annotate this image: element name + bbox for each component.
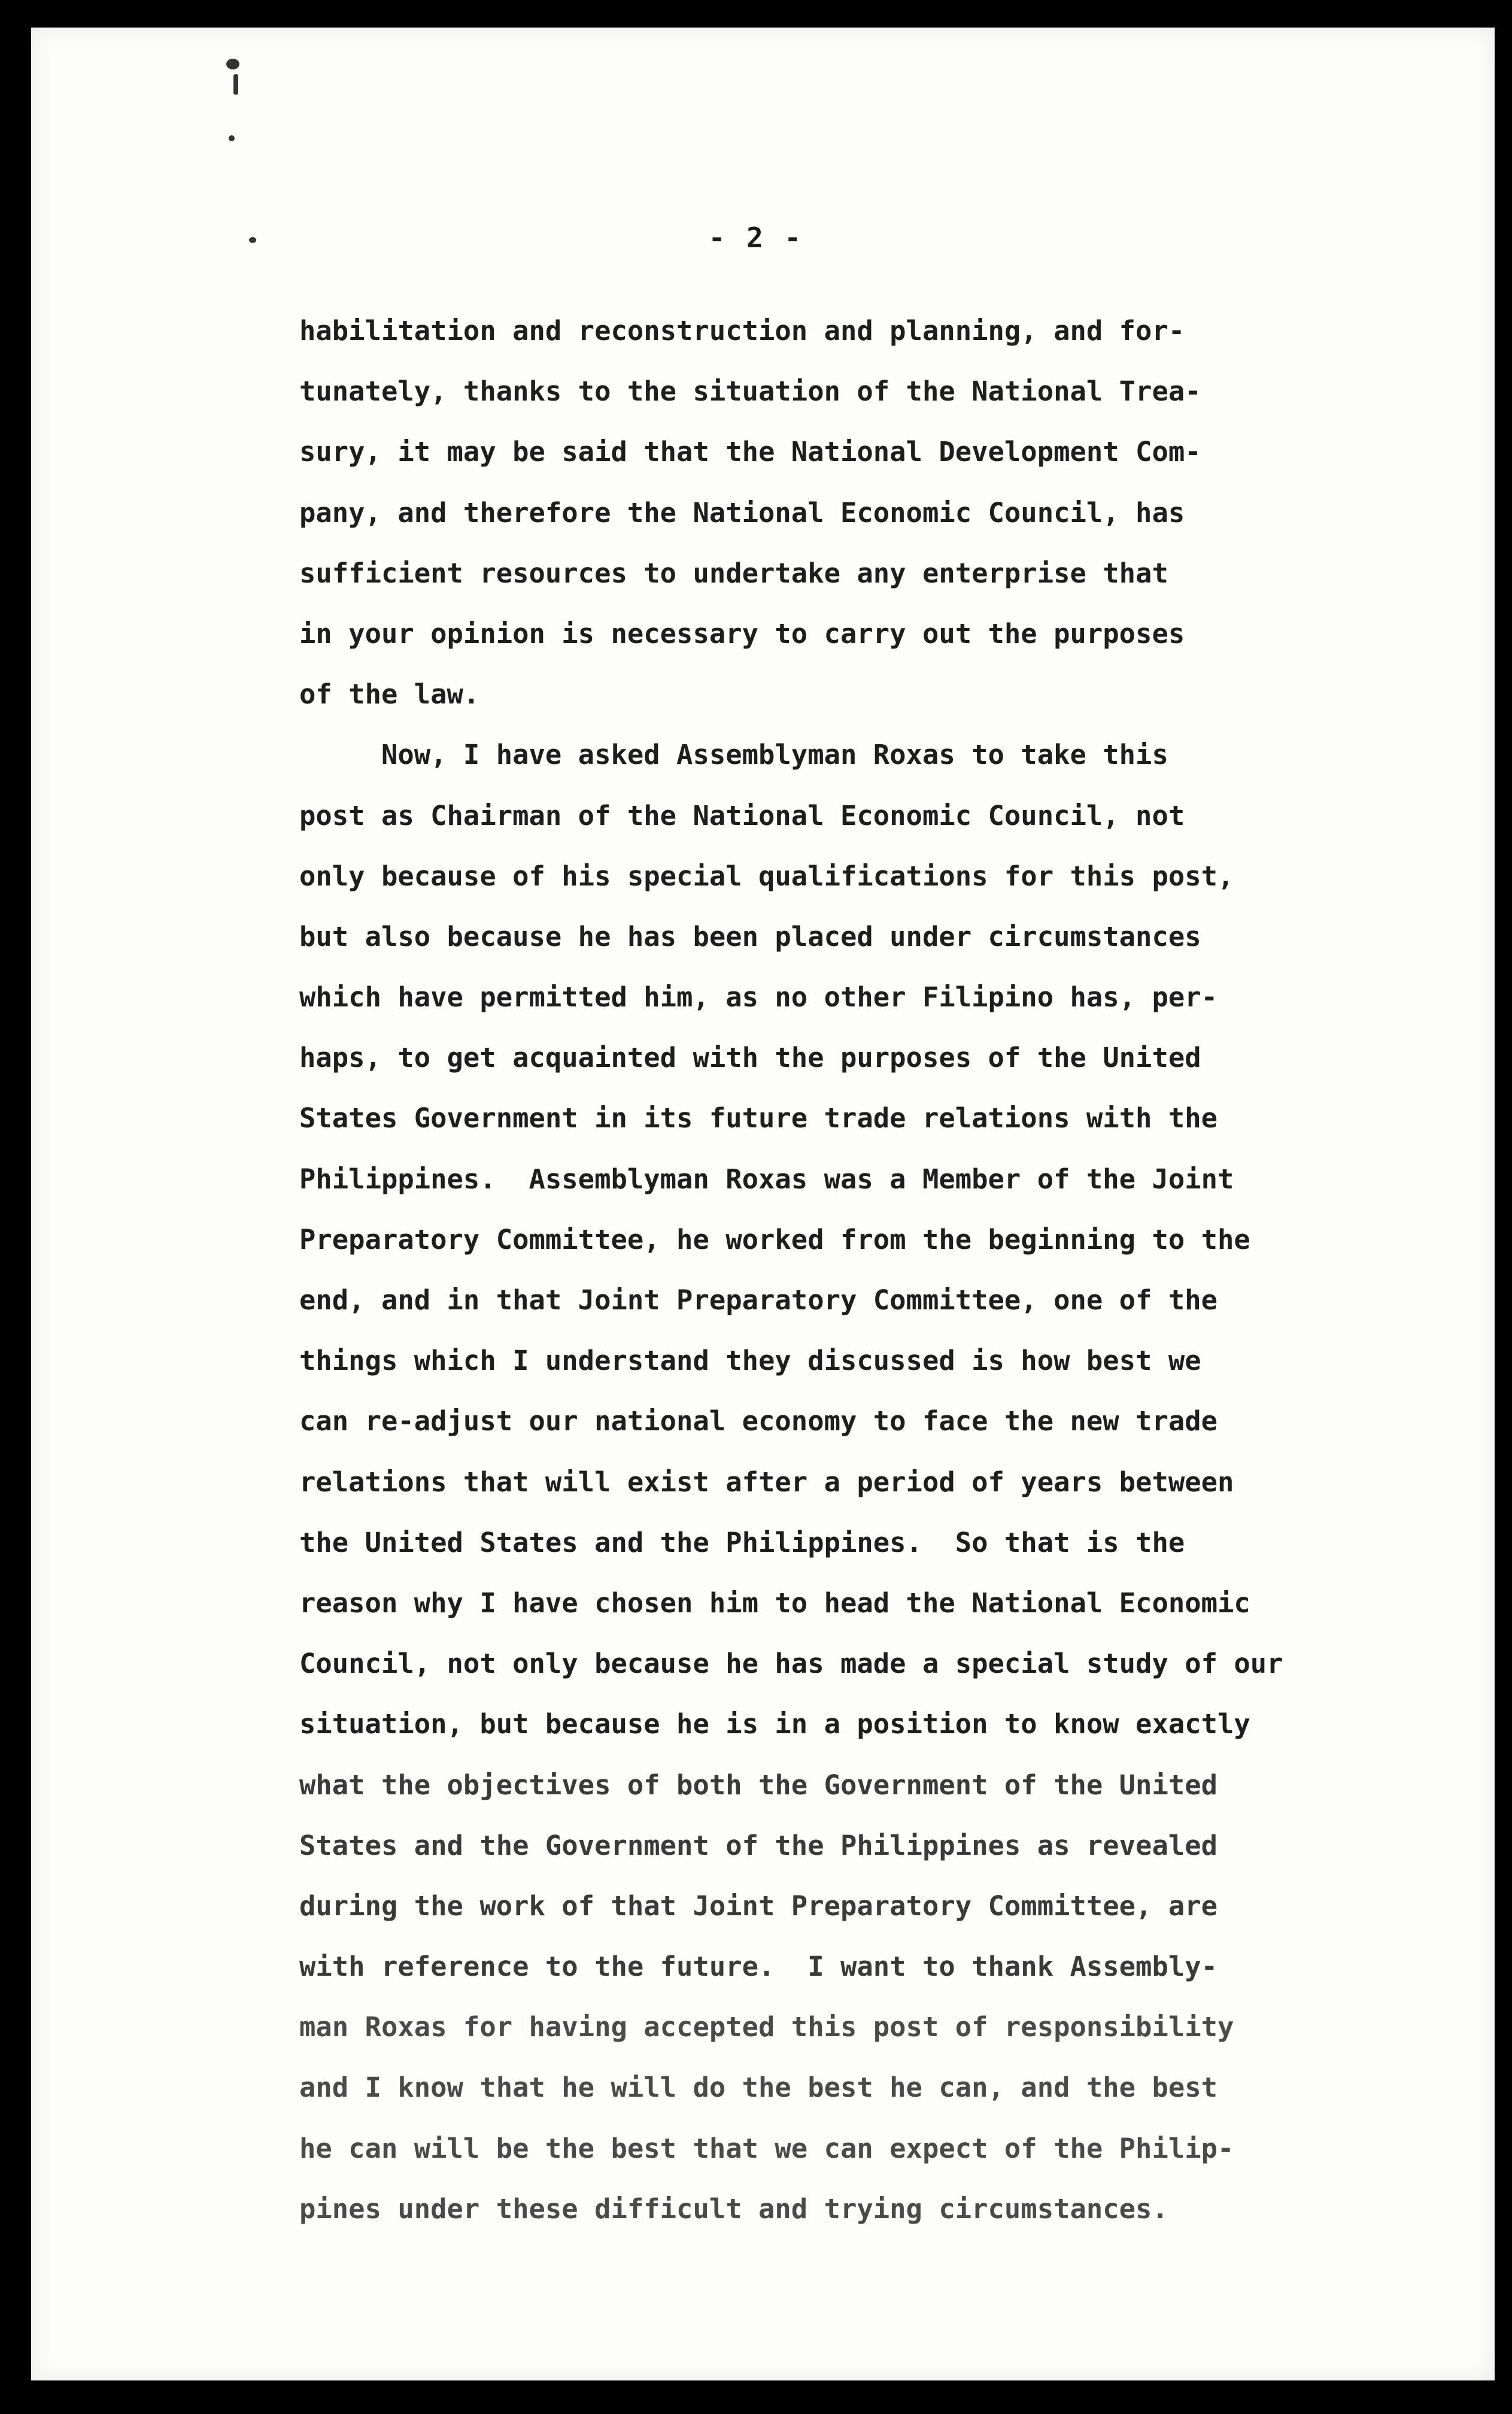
text-line: what the objectives of both the Government of the United [299, 1769, 1218, 1801]
ink-speck [233, 74, 238, 95]
text-line: States Government in its future trade relations with the [299, 1102, 1218, 1135]
text-line: pany, and therefore the National Economic Council, has [299, 496, 1185, 529]
text-line: he can will be the best that we can expect of the Philip- [299, 2132, 1234, 2164]
text-line: tunately, thanks to the situation of the National Trea- [299, 375, 1201, 408]
text-line: Preparatory Committee, he worked from the beginning to the [299, 1223, 1250, 1255]
text-line: with reference to the future. I want to thank Assembly- [299, 1951, 1218, 1983]
ink-speck [226, 59, 239, 69]
text-line: haps, to get acquainted with the purposes of the United [299, 1042, 1201, 1074]
text-line: relations that will exist after a period of years between [299, 1466, 1234, 1498]
text-line: during the work of that Joint Preparatory Committee, are [299, 1890, 1218, 1922]
text-line: which have permitted him, as no other Filipino has, per- [299, 981, 1218, 1014]
text-line: but also because he has been placed under circumstances [299, 920, 1201, 953]
text-line: pines under these difficult and trying circumstances. [299, 2192, 1168, 2225]
body-text [299, 310, 1437, 2249]
text-line: Philippines. Assemblyman Roxas was a Member of the Joint [299, 1163, 1234, 1195]
text-line: situation, but because he is in a position to know exactly [299, 1708, 1250, 1740]
text-line: reason why I have chosen him to head the National Economic [299, 1587, 1250, 1619]
text-line: States and the Government of the Philippines as revealed [299, 1829, 1218, 1861]
text-line: sury, it may be said that the National Development Com- [299, 436, 1201, 468]
text-line: and I know that he will do the best he can, and the best [299, 2072, 1218, 2104]
text-line: Now, I have asked Assemblyman Roxas to take this [299, 739, 1168, 771]
text-line: Council, not only because he has made a special study of our [299, 1648, 1283, 1680]
text-line: the United States and the Philippines. So that is the [299, 1526, 1185, 1558]
text-line: only because of his special qualifications for this post, [299, 860, 1234, 892]
text-line: man Roxas for having accepted this post of responsibility [299, 2011, 1234, 2043]
text-line: post as Chairman of the National Economic Council, not [299, 799, 1185, 832]
page-number: - 2 - [708, 222, 804, 254]
text-line: sufficient resources to undertake any enterprise that [299, 557, 1168, 589]
text-line: things which I understand they discussed is how best we [299, 1345, 1201, 1377]
text-line: end, and in that Joint Preparatory Committee, one of the [299, 1284, 1218, 1316]
text-line: in your opinion is necessary to carry out the purposes [299, 617, 1185, 650]
text-line: habilitation and reconstruction and planning, and for- [299, 315, 1185, 347]
text-line: of the law. [299, 678, 480, 711]
text-line: can re-adjust our national economy to face the new trade [299, 1405, 1218, 1438]
ink-speck [229, 135, 235, 141]
